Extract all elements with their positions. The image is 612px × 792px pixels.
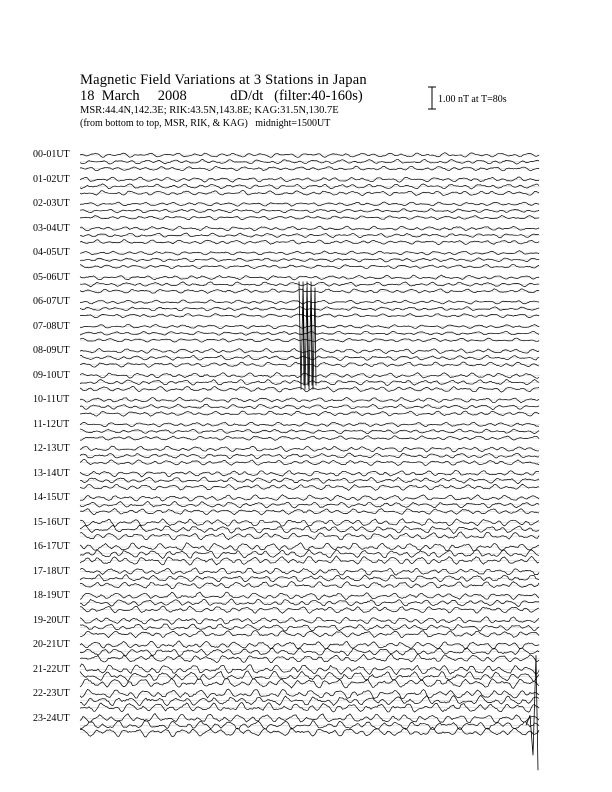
trace-msr-23-24ut xyxy=(80,714,539,723)
hour-label-01-02ut: 01-02UT xyxy=(33,173,70,185)
date-year: 2008 xyxy=(157,88,187,104)
hour-label-17-18ut: 17-18UT xyxy=(33,565,70,577)
hour-label-13-14ut: 13-14UT xyxy=(33,467,70,479)
hour-label-00-01ut: 00-01UT xyxy=(33,149,70,160)
hour-label-04-05ut: 04-05UT xyxy=(33,247,70,258)
hour-label-02-03ut: 02-03UT xyxy=(33,198,70,209)
hour-label-18-19ut: 18-19UT xyxy=(33,590,70,601)
hour-label-08-09ut: 08-09UT xyxy=(33,345,70,356)
hour-label-23-24ut: 23-24UT xyxy=(33,712,70,724)
trace-kag-21-22ut xyxy=(80,678,539,688)
order-note: (from bottom to top, MSR, RIK, & KAG) xyxy=(80,118,248,129)
trace-lines xyxy=(80,153,539,771)
station-coordinates: MSR:44.4N,142.3E; RIK:43.5N,143.8E; KAG:31.5N,130.7E xyxy=(80,105,339,116)
chart-title: Magnetic Field Variations at 3 Stations in Japan xyxy=(80,72,367,88)
hour-label-10-11ut: 10-11UT xyxy=(33,394,70,405)
trace-kag-03-04ut xyxy=(80,240,539,245)
hour-label-12-13ut: 12-13UT xyxy=(33,443,70,454)
hour-label-11-12ut: 11-12UT xyxy=(33,418,70,430)
scale-bar-label: 1.00 nT at T=80s xyxy=(438,94,507,105)
filter-label: (filter:40-160s) xyxy=(274,88,363,104)
hour-label-06-07ut: 06-07UT xyxy=(33,296,70,307)
hour-label-22-23ut: 22-23UT xyxy=(33,688,70,699)
hour-label-20-21ut: 20-21UT xyxy=(33,639,70,650)
hour-label-19-20ut: 19-20UT xyxy=(33,614,70,626)
hour-label-16-17ut: 16-17UT xyxy=(33,541,70,552)
date-day: 18 xyxy=(80,88,95,104)
hour-label-03-04ut: 03-04UT xyxy=(33,222,70,234)
hour-label-14-15ut: 14-15UT xyxy=(33,492,70,503)
date-month: March xyxy=(101,88,140,104)
hour-label-15-16ut: 15-16UT xyxy=(33,516,70,528)
hour-label-21-22ut: 21-22UT xyxy=(33,663,70,675)
quantity-label: dD/dt xyxy=(230,88,264,104)
trace-rik-06-07ut xyxy=(80,307,539,311)
hour-label-07-08ut: 07-08UT xyxy=(33,320,70,332)
trace-rik-22-23ut xyxy=(80,695,539,705)
midnight-note: midnight=1500UT xyxy=(255,118,331,129)
hour-label-05-06ut: 05-06UT xyxy=(33,271,70,283)
end-excursion-trace xyxy=(526,655,538,770)
hour-label-09-10ut: 09-10UT xyxy=(33,369,70,381)
